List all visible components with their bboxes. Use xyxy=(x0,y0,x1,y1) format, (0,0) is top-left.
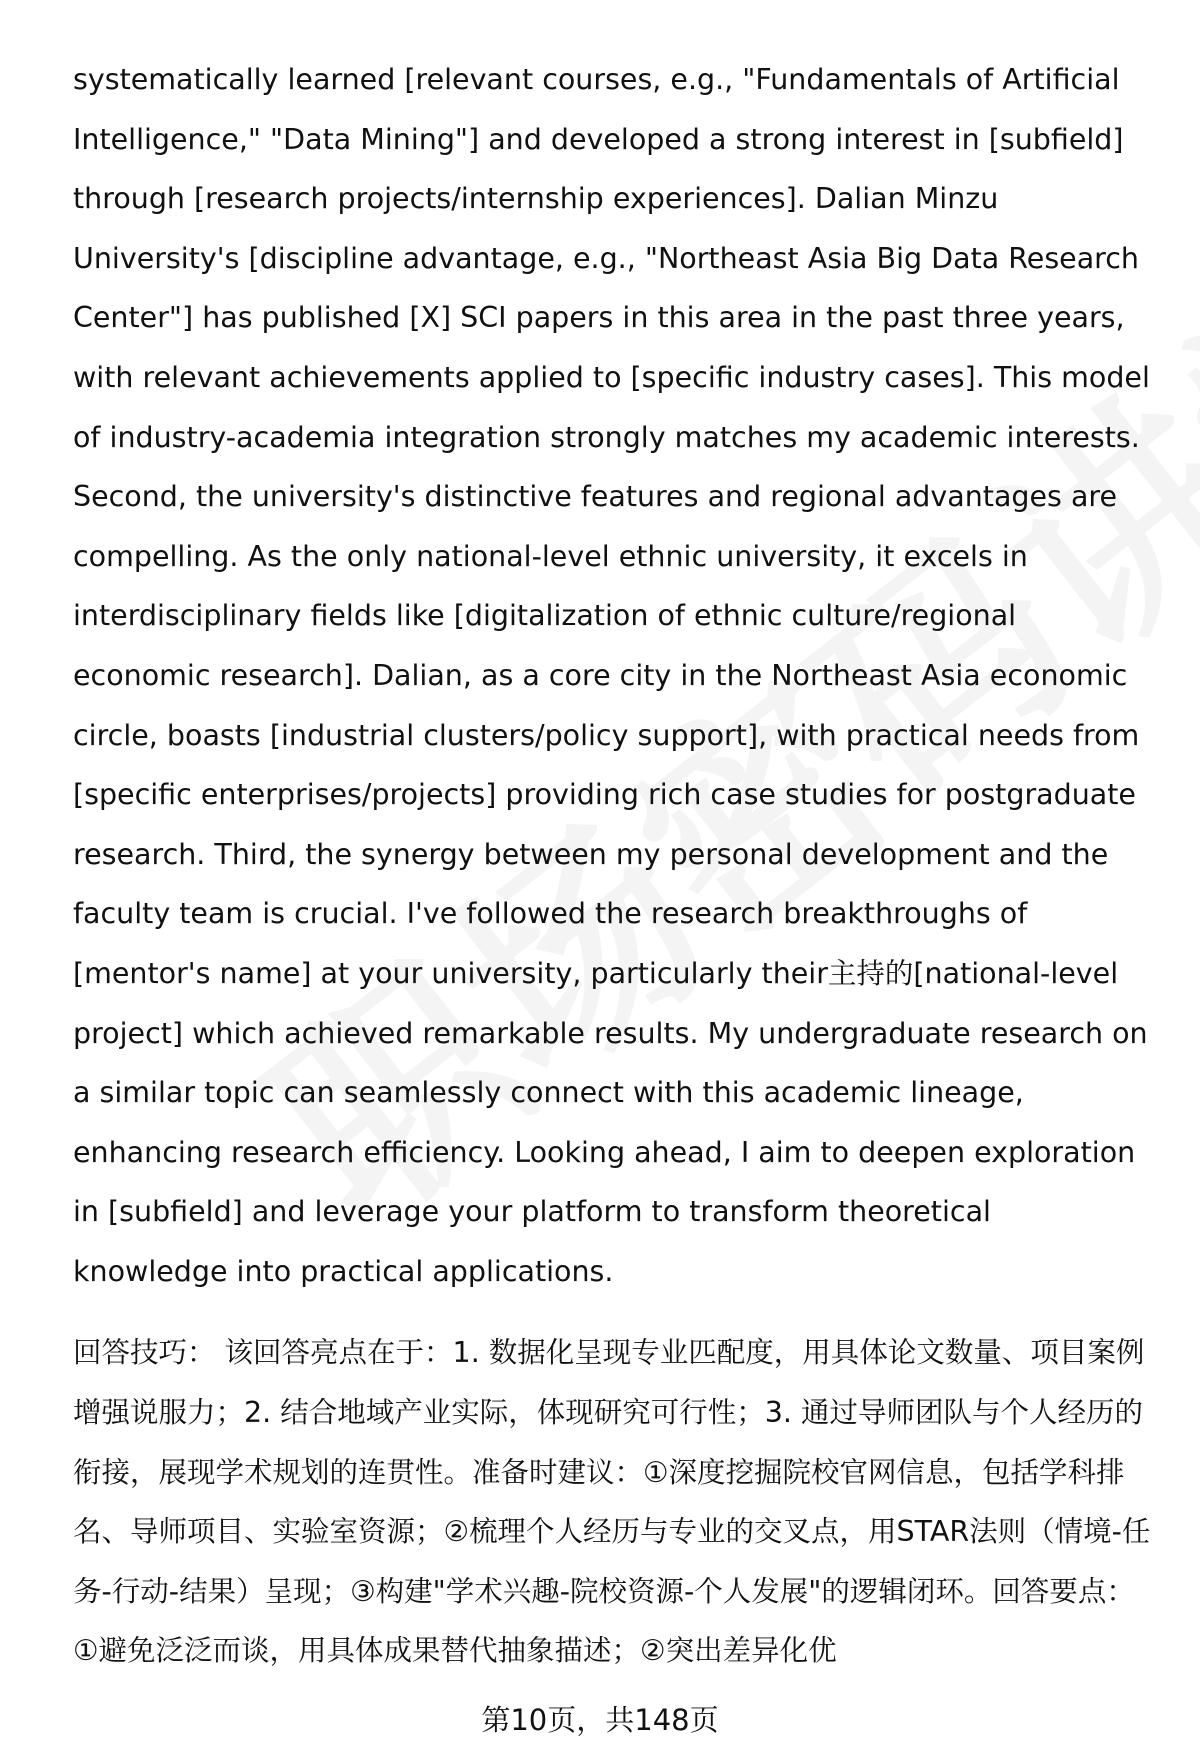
document-page xyxy=(73,50,1153,1681)
answer-tips-paragraph: 回答技巧： 该回答亮点在于：1. 数据化呈现专业匹配度，用具体论文数量、项目案例增强说服力；2. 结合地域产业实际，体现研究可行性；3. 通过导师团队与个人经历的衔接，展现学术规划的连贯性。准备时建议：①深度挖掘院校官网信息，包括学科排名、导师项目、实验室资源；②梳理个人经历与专业的交叉点，用STAR法则（情境-任务-行动-结果）呈现；③构建"学术兴趣-院校资源-个人发展"的逻辑闭环。回答要点：①避免泛泛而谈，用具体成果替代抽象描述；②突出差异化优 xyxy=(73,1336,1151,1668)
body-paragraph: systematically learned [relevant courses, e.g., "Fundamentals of Artificial Intelligence," "Data Mining"] and developed a strong interest in [subfield] through [research projects/internship experiences]. Dalian Minzu University's [discipline advantage, e.g., "Northeast Asia Big Data Research Center"] has published [X] SCI papers in this area in the past three years, with relevant achievements applied to [specific industry cases]. This model of industry-academia integration strongly matches my academic interests. Second, the university's distinctive features and regional advantages are compelling. As the only national-level ethnic university, it excels in interdisciplinary fields like [digitalization of ethnic culture/regional economic research]. Dalian, as a core city in the Northeast Asia economic circle, boasts [industrial clusters/policy support], with practical needs from [specific enterprises/projects] providing rich case studies for postgraduate research. Third, the synergy between my personal development and the faculty team is crucial. I've followed the research breakthroughs of [mentor's name] at your university, particularly their主持的[national-level project] which achieved remarkable results. My undergraduate research on a similar topic can seamlessly connect with this academic lineage, enhancing research efficiency. Looking ahead, I aim to deepen exploration in [subfield] and leverage your platform to transform theoretical knowledge into practical applications. xyxy=(73,63,1150,1288)
page-number-footer: 第10页，共148页 xyxy=(481,1703,719,1737)
